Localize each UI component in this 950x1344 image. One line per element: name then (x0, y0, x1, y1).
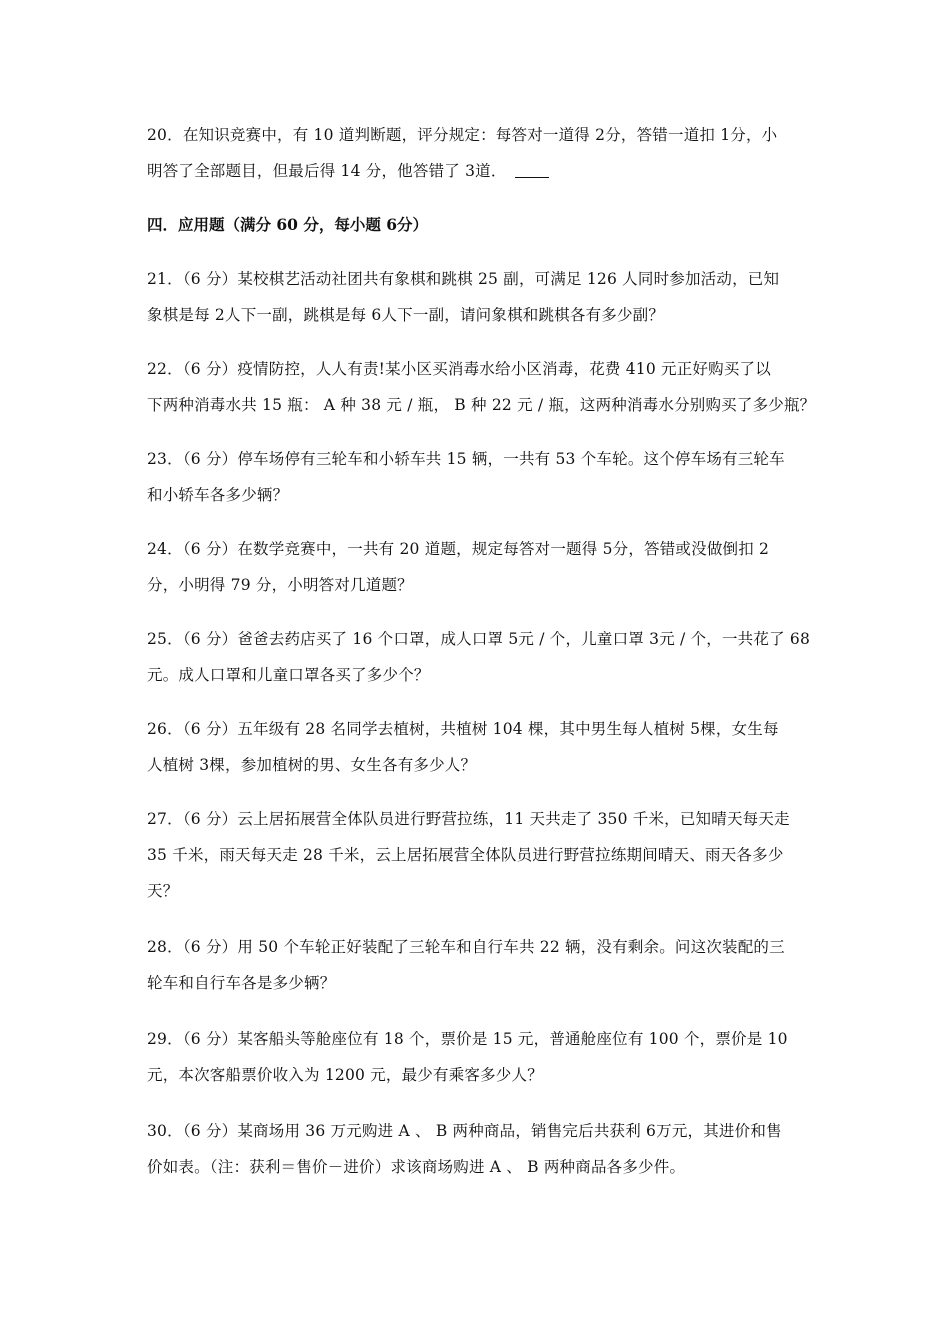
question-22 (147, 351, 816, 423)
question-21-line-1: 21．（6 分）某校棋艺活动社团共有象棋和跳棋 25 副，可满足 126 人同时参加活动，已知 (147, 270, 780, 288)
question-28-line-1: 28．（6 分）用 50 个车轮正好装配了三轮车和自行车共 22 辆，没有剩余。问这次装配的三 (147, 938, 785, 956)
question-20 (147, 117, 807, 189)
question-21 (147, 261, 807, 333)
question-27-line-2: 35 千米，雨天每天走 28 千米，云上居拓展营全体队员进行野营拉练期间晴天、雨天各多少 (147, 846, 784, 864)
question-24-line-1: 24．（6 分）在数学竞赛中，一共有 20 道题，规定每答对一题得 5分，答错或没做倒扣 2 (147, 540, 770, 558)
question-26-line-2: 人植树 3棵，参加植树的男、女生各有多少人？ (147, 756, 477, 774)
question-30-line-2: 价如表。（注：获利＝售价－进价）求该商场购进 A 、 B 两种商品各多少件。 (147, 1158, 686, 1176)
question-23-line-1: 23．（6 分）停车场停有三轮车和小轿车共 15 辆，一共有 53 个车轮。这个停车场有三轮车 (147, 450, 785, 468)
question-29 (147, 1021, 807, 1093)
question-27 (147, 801, 807, 909)
question-24-line-2: 分，小明得 79 分，小明答对几道题？ (147, 576, 413, 594)
question-28-line-2: 轮车和自行车各是多少辆？ (147, 974, 336, 992)
answer-blank[interactable] (515, 159, 549, 178)
question-20-line-2-wrap (147, 153, 807, 189)
question-22-line-2: 下两种消毒水共 15 瓶： A 种 38 元 / 瓶， B 种 22 元 / 瓶，这两种消毒水分别购买了多少瓶？ (147, 396, 816, 414)
question-26-line-1: 26．（6 分）五年级有 28 名同学去植树，共植树 104 棵，其中男生每人植树 5棵，女生每 (147, 720, 779, 738)
question-25-line-2: 元。成人口罩和儿童口罩各买了多少个？ (147, 666, 430, 684)
question-23 (147, 441, 807, 513)
question-20-line-1: 20．在知识竞赛中，有 10 道判断题，评分规定：每答对一道得 2分，答错一道扣 1分，小 (147, 126, 778, 144)
question-21-line-2: 象棋是每 2人下一副，跳棋是每 6人下一副，请问象棋和跳棋各有多少副？ (147, 306, 665, 324)
question-27-line-3: 天？ (147, 882, 179, 900)
question-30 (147, 1113, 807, 1185)
question-20-line-2: 明答了全部题目，但最后得 14 分，他答错了 3道． (147, 162, 507, 180)
question-25 (147, 621, 811, 693)
question-23-line-2: 和小轿车各多少辆？ (147, 486, 289, 504)
question-28 (147, 929, 807, 1001)
question-22-line-1: 22．（6 分）疫情防控，人人有责!某小区买消毒水给小区消毒，花费 410 元正好购买了以 (147, 360, 771, 378)
question-29-line-1: 29．（6 分）某客船头等舱座位有 18 个，票价是 15 元，普通舱座位有 100 个，票价是 10 (147, 1030, 788, 1048)
question-25-line-1: 25．（6 分）爸爸去药店买了 16 个口罩，成人口罩 5元 / 个，儿童口罩 3元 / 个，一共花了 68 (147, 630, 811, 648)
question-29-line-2: 元，本次客船票价收入为 1200 元，最少有乘客多少人？ (147, 1066, 543, 1084)
question-24 (147, 531, 807, 603)
section-heading: 四．应用题（满分 60 分，每小题 6分） (147, 215, 429, 234)
question-30-line-1: 30．（6 分）某商场用 36 万元购进 A 、 B 两种商品，销售完后共获利 6万元，其进价和售 (147, 1122, 782, 1140)
question-27-line-1: 27．（6 分）云上居拓展营全体队员进行野营拉练，11 天共走了 350 千米，已知晴天每天走 (147, 810, 790, 828)
question-26 (147, 711, 807, 783)
